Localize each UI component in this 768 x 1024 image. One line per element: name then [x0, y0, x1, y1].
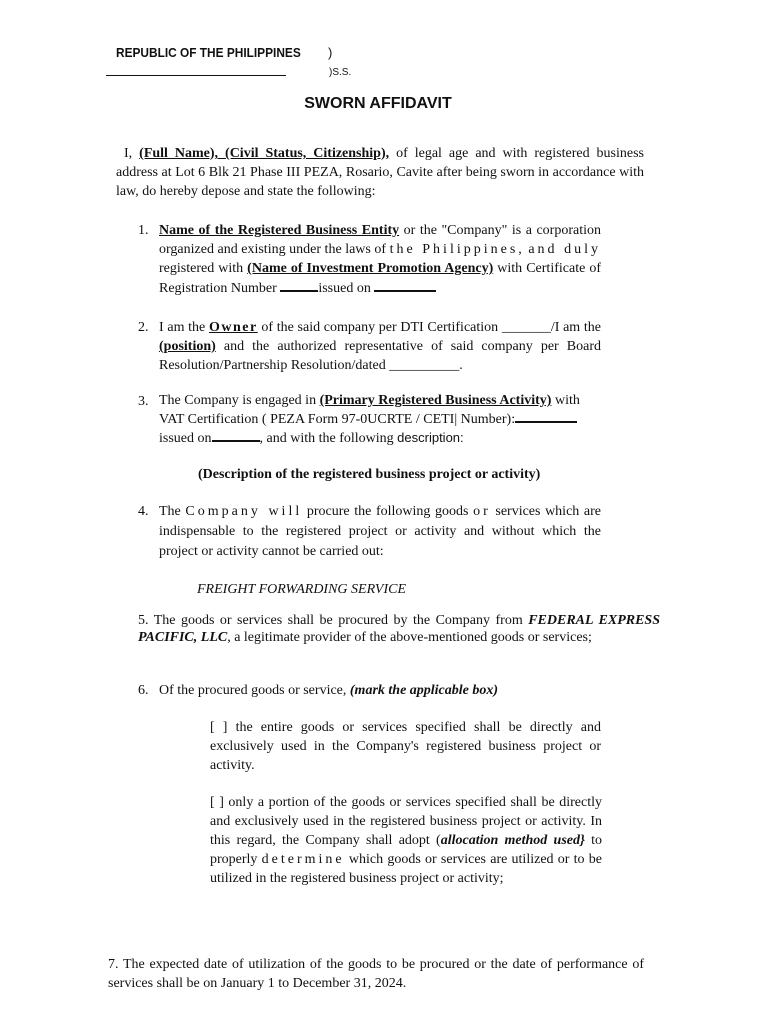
- item-4-number: 4.: [138, 504, 149, 519]
- item-6-mark-instruction: (mark the applicable box): [349, 683, 499, 698]
- item-1-text-a: or the "Company" is a corporation organized and existing under the laws of: [159, 223, 601, 257]
- item-1-text-e: issued on: [318, 281, 375, 296]
- option-a-checkbox-paragraph[interactable]: [210, 718, 601, 775]
- item-3-number: 3.: [138, 394, 149, 409]
- intro-paragraph: [116, 144, 644, 201]
- item-6-number: 6.: [138, 683, 149, 698]
- header-signature-line: [106, 75, 286, 76]
- item-1-entity: Name of the Registered Business Entity: [159, 223, 400, 238]
- item-1-issued-blank[interactable]: [374, 278, 436, 292]
- item-2-number: 2.: [138, 320, 149, 335]
- item-1-and-duly: and duly: [528, 242, 601, 257]
- header-paren: ): [328, 45, 333, 60]
- item-2-position: (position): [159, 339, 216, 354]
- item-7-paragraph: [108, 955, 644, 993]
- item-4-company-will: Company will: [185, 504, 303, 519]
- item-2-paragraph: [159, 318, 601, 375]
- item-5-provider: FEDERAL EXPRESS PACIFIC, LLC: [138, 613, 660, 645]
- option-b-text-b: to properly: [210, 833, 602, 867]
- service-name: FREIGHT FORWARDING SERVICE: [197, 582, 406, 597]
- option-a-text: [ ] the entire goods or services specified shall be directly and exclusively used in the Company's registered business project or activity.: [210, 720, 601, 773]
- item-1-number: 1.: [138, 223, 149, 238]
- option-b-text-c: which goods or services are utilized or to be utilized in the registered business project or activity;: [210, 852, 602, 886]
- item-6-text-a: Of the procured goods or service,: [159, 683, 350, 698]
- option-b-checkbox-paragraph[interactable]: [210, 793, 602, 888]
- item-2-text-c: and the authorized representative of said company per Board Resolution/Partnership Resolution/dated __________.: [159, 339, 601, 373]
- page-title: SWORN AFFIDAVIT: [304, 95, 452, 112]
- item-3-text-c: issued on: [159, 431, 212, 446]
- item-1-text-d: with Certificate of Registration Number: [159, 261, 601, 296]
- item-2-owner: Owner: [208, 320, 258, 335]
- item-2-text-b: of the said company per DTI Certification _______/I am the: [257, 320, 601, 335]
- item-3-text-d: , and with the following: [259, 431, 398, 446]
- item-3-vat-blank[interactable]: [515, 409, 577, 423]
- item-5-text-a: The goods or services shall be procured by the Company from: [148, 613, 529, 628]
- item-4-or: or: [473, 504, 491, 519]
- item-2-text-a: I am the: [159, 320, 209, 335]
- item-3-description: description:: [397, 430, 464, 445]
- intro-fields: (Full Name), (Civil Status, Citizenship),: [139, 146, 390, 161]
- item-1-registration-blank[interactable]: [280, 278, 318, 292]
- option-b-text-a: [ ] only a portion of the goods or services specified shall be directly and exclusively used in the registered business project or activity. In this regard, the Company shall adopt (: [210, 795, 602, 848]
- item-1-text-c: registered with: [159, 261, 248, 276]
- intro-text: of legal age and with registered business address at Lot 6 Blk 21 Phase III PEZA, Rosario, Cavite after being sworn in accordance with law, do hereby depose and state the following:: [116, 146, 645, 199]
- item-3-activity: (Primary Registered Business Activity): [319, 393, 552, 408]
- option-b-method: allocation method used}: [440, 833, 585, 848]
- item-4-text-a: The: [159, 504, 186, 519]
- item-4-text-c: services which are indispensable to the registered project or activity and without which the project or activity cannot be carried out:: [159, 504, 601, 559]
- item-3-text-b: with VAT Certification ( PEZA Form 97-0UCRTE / CETI| Number):: [159, 393, 580, 427]
- item-5-text-b: , a legitimate provider of the above-mentioned goods or services;: [227, 630, 592, 645]
- item-1-agency: (Name of Investment Promotion Agency): [247, 261, 494, 276]
- item-5-paragraph: [138, 612, 660, 646]
- item-7-text: 7. The expected date of utilization of the goods to be procured or the date of performance of services shall be on January 1 to December 31, 2024.: [108, 957, 644, 991]
- intro-i: I,: [124, 146, 133, 161]
- header-ss: )S.S.: [329, 67, 352, 78]
- item-1-paragraph: [159, 221, 601, 298]
- option-b-determine: determine: [261, 852, 345, 867]
- item-3-text-a: The Company is engaged in: [159, 393, 320, 408]
- description-heading: (Description of the registered business project or activity): [198, 467, 541, 482]
- item-4-paragraph: [159, 502, 601, 562]
- item-4-text-b: procure the following goods: [302, 504, 474, 519]
- item-6-paragraph: [159, 681, 619, 700]
- item-1-philippines: the Philippines,: [389, 242, 525, 257]
- header-republic: REPUBLIC OF THE PHILIPPINES: [116, 46, 301, 60]
- item-3-issued-blank[interactable]: [212, 428, 260, 442]
- item-3-paragraph: [159, 392, 607, 447]
- item-5-number: 5.: [138, 613, 149, 628]
